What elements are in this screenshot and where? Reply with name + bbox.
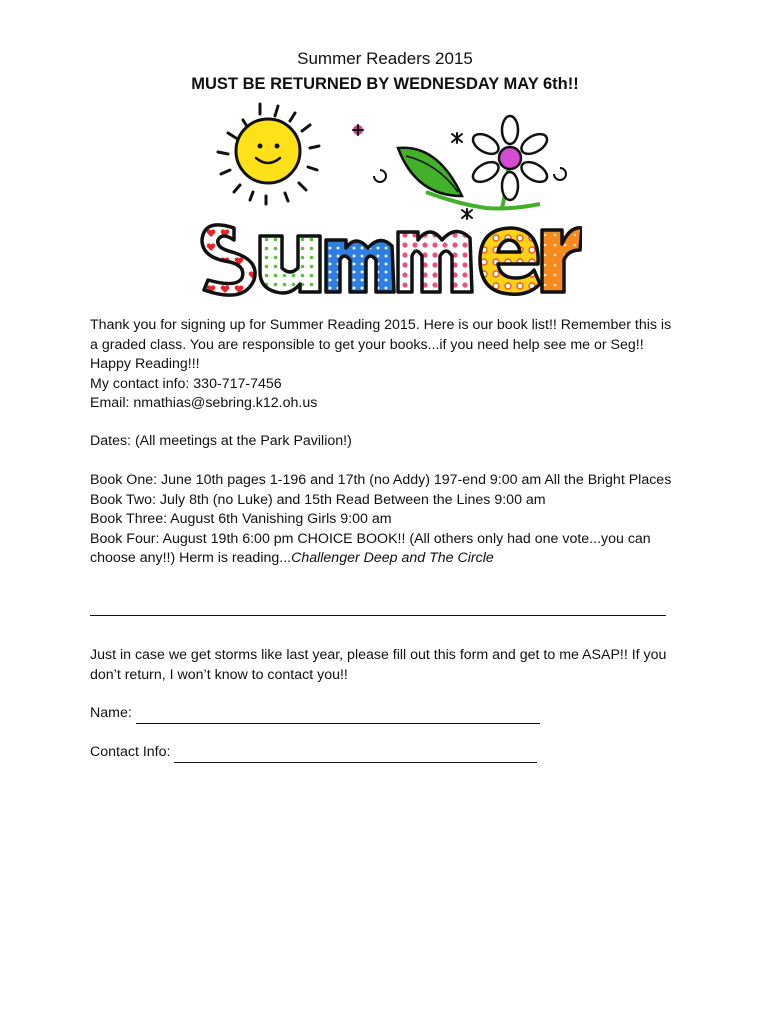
cut-line-divider [90,615,666,616]
contact-info-row [90,743,537,763]
intro-line: Happy Reading!!! [90,356,200,372]
book-four-continued-text: choose any!!) Herm is reading... [90,550,292,566]
dates-heading: Dates: (All meetings at the Park Pavilion!) [90,433,352,449]
contact-email: Email: nmathias@sebring.k12.oh.us [90,395,318,411]
contact-phone: My contact info: 330-717-7456 [90,375,282,392]
name-label: Name: [90,705,136,721]
intro-line: Thank you for signing up for Summer Reading 2015. Here is our book list!! Remember this is [90,317,672,333]
storm-note: Just in case we get storms like last year, please fill out this form and get to me ASAP!! If you [90,647,667,663]
summer-clipart [190,100,582,298]
storm-note: don’t return, I won’t know to contact you!! [90,666,348,683]
contact-info-label: Contact Info: [90,744,175,760]
herm-book-titles: Challenger Deep and The Circle [291,550,494,566]
book-three: Book Three: August 6th Vanishing Girls 9:00 am [90,511,392,527]
summer-lettering [202,225,582,295]
return-deadline: MUST BE RETURNED BY WEDNESDAY MAY 6th!! [191,75,579,93]
book-two: Book Two: July 8th (no Luke) and 15th Read Between the Lines 9:00 am [90,491,546,508]
book-one: Book One: June 10th pages 1-196 and 17th (no Addy) 197-end 9:00 am All the Bright Places [90,472,672,488]
intro-line: a graded class. You are responsible to get your books...if you need help see me or Seg!! [90,336,644,353]
contact-info-field[interactable] [174,747,537,763]
flower-icon [398,116,550,209]
book-four: Book Four: August 19th 6:00 pm CHOICE BOOK!! (All others only had one vote...you can [90,530,651,547]
page-title: Summer Readers 2015 [297,49,473,68]
book-four-continued [90,549,494,569]
name-field[interactable] [136,708,540,724]
sun-icon [218,104,319,204]
name-row [90,704,540,724]
